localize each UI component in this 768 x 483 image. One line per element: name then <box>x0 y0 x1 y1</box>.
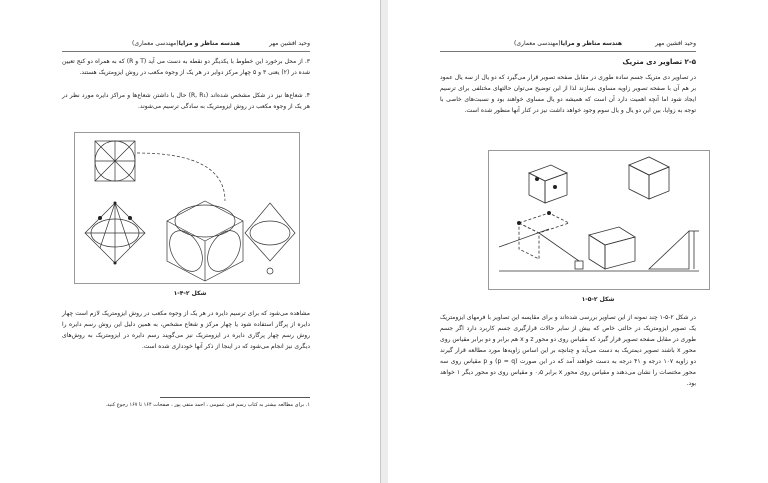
running-header <box>62 40 310 50</box>
right-page <box>388 0 768 483</box>
figure-caption: شکل ۲-۴-۱ <box>173 290 207 297</box>
footnote-rule <box>160 397 310 398</box>
header-author: وحید افشین مهر <box>269 40 310 47</box>
section-heading: ۲-۵ تصاویر دی متریک <box>622 58 696 66</box>
left-page <box>0 0 381 483</box>
header-title: هندسه مناظر و مرایا(مهندسی معماری) <box>132 40 240 47</box>
intro-paragraph: در تصاویر دی متریک جسم ساده طوری در مقابل صفحه تصویر قرار می‌گیرد که دو یال از سه یال عمود بر هم آن با صفحه تصویر زاویه مساوی بسازند لذا از این توضیح می‌توان حالتهای مختلفی برای ترسیم ایجاد شود اما آنچه اهمیت دارد آن است که همیشه دو یال مساوی خواهند بود و نسبت‌های خاصی با توجه به زوایا، بین این دو یال و یال سوم وجود خواهد داشت نیز در کنار آنها منظور شده است. <box>440 74 696 114</box>
figure-caption: شکل ۲-۵-۱ <box>581 296 615 303</box>
header-title: هندسه مناظر و مرایا(مهندسی معماری) <box>514 40 622 47</box>
isometric-circle-drawing <box>75 133 299 283</box>
running-header <box>440 40 696 50</box>
dimetric-cube-drawing <box>489 151 709 289</box>
header-rule <box>440 51 696 52</box>
header-author: وحید افشین مهر <box>655 40 696 47</box>
header-rule <box>62 51 310 52</box>
body-paragraph: در شکل ۲-۵-۱ چند نمونه از این تصاویر بررسی شده‌اند و برای مقایسه این تصاویر با فرمهای ایزومتریک یک تصویر ایزومتریک در حالتی خاص که بیش از سایر حالات قرارگیری جسم کاربرد دارد اگر جسم طوری در مقابل صفحه تصویر قرار گیرد که مقیاس روی دو محور z و x هم برابر و دو برابر مقیاس روی محور x باشند تصویر دیمتریک به دست می‌آید و چنانچه بر این اساس زاویه‌ها مورد مطالعه قرار گیرند دو زاویه ۱۰۷ درجه و ۴۱ درجه به دست خواهند آمد که در این صورت (p = q) و p مقیاس روی سه محور مختصات را نشان می‌دهند و مقیاس روی محور x برابر ۰٫۵ و مقیاس روی دو محور دیگر ۱ خواهد بود. <box>440 314 697 387</box>
body-paragraph: مشاهده می‌شود که برای ترسیم دایره در هر یک از وجوه مکعب در روش ایزومتریک لازم است چهار دایره از پرگار استفاده شود یا چهار مرکز و شعاع مشخص، به همین دلیل این روش رسم دایره را روش رسم چهار پرگاری دایره در ایزومتریک نیز می‌گویند رسم دایره در ایزومتریک به روش‌های دیگری نیز انجام می‌شود که در اینجا از ذکر آنها خودداری شده است. <box>62 310 310 350</box>
figure-isometric-circles <box>74 132 300 284</box>
figure-dimetric-cubes <box>488 150 710 290</box>
footnote: ۱. برای مطالعه بیشتر به کتاب رسم فنی عمومی ، احمد متقی پور ، صفحات ۱۶۴ تا ۱۶۷ رجوع کنید. <box>105 402 310 408</box>
numbered-paragraph-4: ۴. شعاع‌ها نیز در شکل مشخص شده‌اند (R, R₁) حال با داشتن شعاع‌ها و مراکز دایره مورد نظر در هر یک از وجوه مکعب در روش ایزومتریک به سادگی ترسیم می‌شوند. <box>62 92 311 110</box>
numbered-paragraph-3: ۳. از محل برخورد این خطوط با یکدیگر دو نقطه به دست می آید (T و R) که به همراه دو کنج تعیین شده در (۲) یعنی ۳ و ۵ چهار مرکز دوایر در هر یک از وجوه مکعب در روش ایزومتریک هستند. <box>62 58 310 76</box>
